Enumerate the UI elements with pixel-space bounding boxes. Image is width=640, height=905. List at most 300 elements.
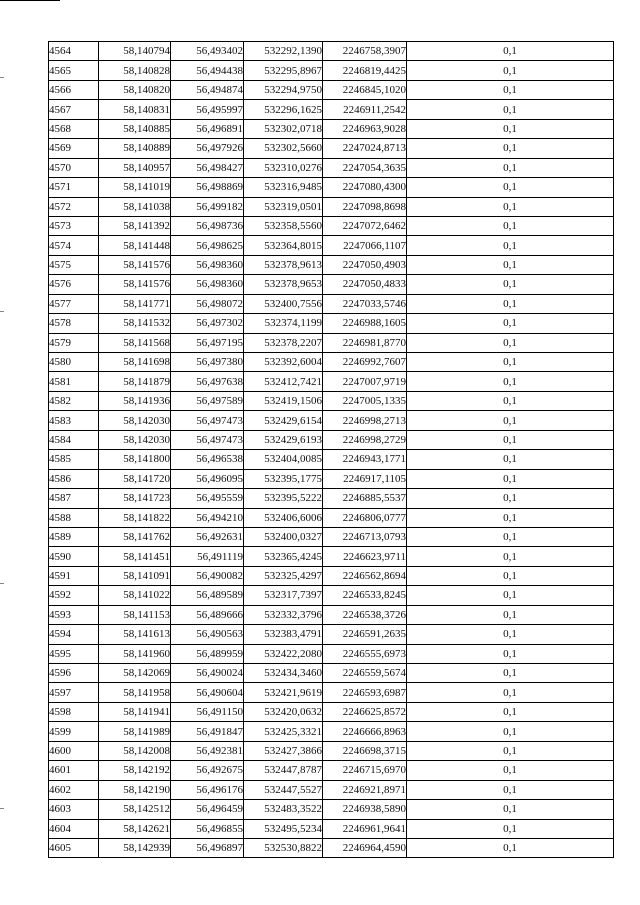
point-number: 4602 [49,780,99,799]
x-coordinate-cell: 532317,7397 [244,586,323,605]
table-row [49,294,614,313]
y-coordinate-cell: 2246845,1020 [323,80,407,99]
latitude-cell: 58,142008 [99,741,171,760]
latitude-cell: 58,141800 [99,450,171,469]
y-coordinate-cell: 2247072,6462 [323,216,407,235]
longitude-cell: 56,491150 [171,702,244,721]
latitude-cell: 58,140889 [99,139,171,158]
accuracy-cell: 0,1 [407,216,614,235]
latitude-cell: 58,141153 [99,605,171,624]
table-row [49,411,614,430]
x-coordinate-cell: 532434,3460 [244,664,323,683]
point-number: 4588 [49,508,99,527]
point-number: 4596 [49,664,99,683]
latitude-cell: 58,141771 [99,294,171,313]
longitude-cell: 56,496176 [171,780,244,799]
coordinates-table [48,41,614,858]
y-coordinate-cell: 2246591,2635 [323,625,407,644]
latitude-cell: 58,141568 [99,333,171,352]
table-row [49,255,614,274]
point-number: 4583 [49,411,99,430]
point-number: 4584 [49,430,99,449]
y-coordinate-cell: 2246921,8971 [323,780,407,799]
longitude-cell: 56,497638 [171,372,244,391]
longitude-cell: 56,492675 [171,761,244,780]
table-row [49,61,614,80]
point-number: 4567 [49,100,99,119]
longitude-cell: 56,496891 [171,119,244,138]
x-coordinate-cell: 532378,2207 [244,333,323,352]
latitude-cell: 58,140885 [99,119,171,138]
x-coordinate-cell: 532365,4245 [244,547,323,566]
point-number: 4573 [49,216,99,235]
longitude-cell: 56,498736 [171,216,244,235]
latitude-cell: 58,142069 [99,664,171,683]
table-row [49,800,614,819]
point-number: 4585 [49,450,99,469]
table-row [49,430,614,449]
longitude-cell: 56,496095 [171,469,244,488]
table-row [49,838,614,857]
x-coordinate-cell: 532395,5222 [244,489,323,508]
table-row [49,216,614,235]
accuracy-cell: 0,1 [407,314,614,333]
table-row [49,236,614,255]
longitude-cell: 56,494210 [171,508,244,527]
x-coordinate-cell: 532358,5560 [244,216,323,235]
point-number: 4592 [49,586,99,605]
y-coordinate-cell: 2246981,8770 [323,333,407,352]
latitude-cell: 58,142621 [99,819,171,838]
latitude-cell: 58,141576 [99,255,171,274]
y-coordinate-cell: 2246988,1605 [323,314,407,333]
table-row [49,566,614,585]
longitude-cell: 56,495997 [171,100,244,119]
point-number: 4569 [49,139,99,158]
accuracy-cell: 0,1 [407,800,614,819]
y-coordinate-cell: 2246885,5537 [323,489,407,508]
accuracy-cell: 0,1 [407,683,614,702]
x-coordinate-cell: 532447,5527 [244,780,323,799]
latitude-cell: 58,141723 [99,489,171,508]
accuracy-cell: 0,1 [407,489,614,508]
latitude-cell: 58,141989 [99,722,171,741]
point-number: 4575 [49,255,99,274]
table-row [49,547,614,566]
accuracy-cell: 0,1 [407,469,614,488]
latitude-cell: 58,140828 [99,61,171,80]
point-number: 4576 [49,275,99,294]
x-coordinate-cell: 532406,6006 [244,508,323,527]
y-coordinate-cell: 2247050,4833 [323,275,407,294]
y-coordinate-cell: 2246992,7607 [323,353,407,372]
y-coordinate-cell: 2246559,5674 [323,664,407,683]
longitude-cell: 56,496538 [171,450,244,469]
latitude-cell: 58,142512 [99,800,171,819]
x-coordinate-cell: 532421,9619 [244,683,323,702]
longitude-cell: 56,497195 [171,333,244,352]
accuracy-cell: 0,1 [407,372,614,391]
table-row [49,80,614,99]
accuracy-cell: 0,1 [407,566,614,585]
table-row [49,644,614,663]
latitude-cell: 58,141019 [99,178,171,197]
y-coordinate-cell: 2246555,6973 [323,644,407,663]
point-number: 4603 [49,800,99,819]
y-coordinate-cell: 2247050,4903 [323,255,407,274]
y-coordinate-cell: 2246713,0793 [323,527,407,546]
y-coordinate-cell: 2246593,6987 [323,683,407,702]
longitude-cell: 56,497302 [171,314,244,333]
point-number: 4582 [49,391,99,410]
accuracy-cell: 0,1 [407,508,614,527]
y-coordinate-cell: 2246998,2713 [323,411,407,430]
x-coordinate-cell: 532310,0276 [244,158,323,177]
accuracy-cell: 0,1 [407,333,614,352]
point-number: 4599 [49,722,99,741]
table-row [49,625,614,644]
accuracy-cell: 0,1 [407,761,614,780]
accuracy-cell: 0,1 [407,100,614,119]
y-coordinate-cell: 2246698,3715 [323,741,407,760]
x-coordinate-cell: 532378,9613 [244,255,323,274]
accuracy-cell: 0,1 [407,702,614,721]
point-number: 4579 [49,333,99,352]
y-coordinate-cell: 2247066,1107 [323,236,407,255]
x-coordinate-cell: 532404,0085 [244,450,323,469]
latitude-cell: 58,141448 [99,236,171,255]
margin-tick [0,808,4,809]
x-coordinate-cell: 532495,5234 [244,819,323,838]
y-coordinate-cell: 2246806,0777 [323,508,407,527]
accuracy-cell: 0,1 [407,236,614,255]
point-number: 4590 [49,547,99,566]
y-coordinate-cell: 2246758,3907 [323,42,407,61]
accuracy-cell: 0,1 [407,644,614,663]
x-coordinate-cell: 532420,0632 [244,702,323,721]
point-number: 4581 [49,372,99,391]
latitude-cell: 58,142190 [99,780,171,799]
margin-tick [0,311,4,312]
latitude-cell: 58,142030 [99,430,171,449]
y-coordinate-cell: 2247098,8698 [323,197,407,216]
x-coordinate-cell: 532292,1390 [244,42,323,61]
longitude-cell: 56,498072 [171,294,244,313]
point-number: 4578 [49,314,99,333]
longitude-cell: 56,494438 [171,61,244,80]
accuracy-cell: 0,1 [407,42,614,61]
point-number: 4564 [49,42,99,61]
x-coordinate-cell: 532383,4791 [244,625,323,644]
accuracy-cell: 0,1 [407,294,614,313]
y-coordinate-cell: 2247005,1335 [323,391,407,410]
x-coordinate-cell: 532419,1506 [244,391,323,410]
x-coordinate-cell: 532429,6193 [244,430,323,449]
table-row [49,527,614,546]
table-row [49,275,614,294]
y-coordinate-cell: 2246625,8572 [323,702,407,721]
accuracy-cell: 0,1 [407,61,614,80]
x-coordinate-cell: 532395,1775 [244,469,323,488]
point-number: 4598 [49,702,99,721]
longitude-cell: 56,497473 [171,430,244,449]
longitude-cell: 56,499182 [171,197,244,216]
table-row [49,664,614,683]
latitude-cell: 58,141091 [99,566,171,585]
latitude-cell: 58,141532 [99,314,171,333]
longitude-cell: 56,490024 [171,664,244,683]
longitude-cell: 56,494874 [171,80,244,99]
longitude-cell: 56,489589 [171,586,244,605]
table-row [49,722,614,741]
y-coordinate-cell: 2246998,2729 [323,430,407,449]
table-row [49,683,614,702]
x-coordinate-cell: 532316,9485 [244,178,323,197]
table-row [49,819,614,838]
longitude-cell: 56,493402 [171,42,244,61]
table-row [49,139,614,158]
x-coordinate-cell: 532302,0718 [244,119,323,138]
x-coordinate-cell: 532294,9750 [244,80,323,99]
table-row [49,489,614,508]
x-coordinate-cell: 532530,8822 [244,838,323,857]
y-coordinate-cell: 2247080,4300 [323,178,407,197]
accuracy-cell: 0,1 [407,741,614,760]
accuracy-cell: 0,1 [407,411,614,430]
y-coordinate-cell: 2246943,1771 [323,450,407,469]
latitude-cell: 58,141720 [99,469,171,488]
accuracy-cell: 0,1 [407,450,614,469]
table-row [49,197,614,216]
latitude-cell: 58,141822 [99,508,171,527]
x-coordinate-cell: 532295,8967 [244,61,323,80]
latitude-cell: 58,140831 [99,100,171,119]
y-coordinate-cell: 2246538,3726 [323,605,407,624]
accuracy-cell: 0,1 [407,391,614,410]
point-number: 4600 [49,741,99,760]
coordinates-table-body [49,42,614,858]
point-number: 4597 [49,683,99,702]
point-number: 4568 [49,119,99,138]
accuracy-cell: 0,1 [407,275,614,294]
table-row [49,761,614,780]
point-number: 4571 [49,178,99,197]
accuracy-cell: 0,1 [407,527,614,546]
point-number: 4591 [49,566,99,585]
y-coordinate-cell: 2246819,4425 [323,61,407,80]
latitude-cell: 58,141392 [99,216,171,235]
latitude-cell: 58,141613 [99,625,171,644]
longitude-cell: 56,495559 [171,489,244,508]
latitude-cell: 58,140820 [99,80,171,99]
point-number: 4577 [49,294,99,313]
longitude-cell: 56,496459 [171,800,244,819]
y-coordinate-cell: 2247024,8713 [323,139,407,158]
longitude-cell: 56,498360 [171,255,244,274]
accuracy-cell: 0,1 [407,119,614,138]
x-coordinate-cell: 532325,4297 [244,566,323,585]
x-coordinate-cell: 532427,3866 [244,741,323,760]
y-coordinate-cell: 2246917,1105 [323,469,407,488]
x-coordinate-cell: 532429,6154 [244,411,323,430]
x-coordinate-cell: 532483,3522 [244,800,323,819]
y-coordinate-cell: 2246964,4590 [323,838,407,857]
accuracy-cell: 0,1 [407,819,614,838]
y-coordinate-cell: 2246533,8245 [323,586,407,605]
latitude-cell: 58,141941 [99,702,171,721]
y-coordinate-cell: 2246562,8694 [323,566,407,585]
table-row [49,702,614,721]
point-number: 4574 [49,236,99,255]
point-number: 4593 [49,605,99,624]
y-coordinate-cell: 2246961,9641 [323,819,407,838]
y-coordinate-cell: 2247007,9719 [323,372,407,391]
longitude-cell: 56,498427 [171,158,244,177]
table-row [49,780,614,799]
x-coordinate-cell: 532296,1625 [244,100,323,119]
accuracy-cell: 0,1 [407,722,614,741]
x-coordinate-cell: 532425,3321 [244,722,323,741]
x-coordinate-cell: 532400,7556 [244,294,323,313]
x-coordinate-cell: 532332,3796 [244,605,323,624]
longitude-cell: 56,490604 [171,683,244,702]
table-row [49,372,614,391]
point-number: 4601 [49,761,99,780]
y-coordinate-cell: 2246623,9711 [323,547,407,566]
y-coordinate-cell: 2247054,3635 [323,158,407,177]
latitude-cell: 58,142192 [99,761,171,780]
y-coordinate-cell: 2246963,9028 [323,119,407,138]
table-row [49,450,614,469]
accuracy-cell: 0,1 [407,158,614,177]
point-number: 4595 [49,644,99,663]
longitude-cell: 56,498869 [171,178,244,197]
longitude-cell: 56,497380 [171,353,244,372]
table-row [49,605,614,624]
accuracy-cell: 0,1 [407,178,614,197]
longitude-cell: 56,492631 [171,527,244,546]
point-number: 4594 [49,625,99,644]
latitude-cell: 58,142939 [99,838,171,857]
point-number: 4589 [49,527,99,546]
margin-tick [0,583,4,584]
table-row [49,469,614,488]
table-row [49,741,614,760]
longitude-cell: 56,496855 [171,819,244,838]
table-row [49,333,614,352]
latitude-cell: 58,141451 [99,547,171,566]
x-coordinate-cell: 532400,0327 [244,527,323,546]
x-coordinate-cell: 532302,5660 [244,139,323,158]
table-row [49,391,614,410]
point-number: 4566 [49,80,99,99]
accuracy-cell: 0,1 [407,139,614,158]
table-row [49,178,614,197]
table-row [49,100,614,119]
latitude-cell: 58,141936 [99,391,171,410]
y-coordinate-cell: 2246911,2542 [323,100,407,119]
longitude-cell: 56,498625 [171,236,244,255]
point-number: 4587 [49,489,99,508]
accuracy-cell: 0,1 [407,664,614,683]
latitude-cell: 58,141698 [99,353,171,372]
point-number: 4580 [49,353,99,372]
x-coordinate-cell: 532412,7421 [244,372,323,391]
point-number: 4604 [49,819,99,838]
accuracy-cell: 0,1 [407,605,614,624]
table-row [49,42,614,61]
x-coordinate-cell: 532447,8787 [244,761,323,780]
point-number: 4570 [49,158,99,177]
accuracy-cell: 0,1 [407,547,614,566]
latitude-cell: 58,141762 [99,527,171,546]
latitude-cell: 58,141576 [99,275,171,294]
y-coordinate-cell: 2246938,5890 [323,800,407,819]
table-row [49,158,614,177]
table-row [49,353,614,372]
longitude-cell: 56,498360 [171,275,244,294]
x-coordinate-cell: 532378,9653 [244,275,323,294]
latitude-cell: 58,141958 [99,683,171,702]
accuracy-cell: 0,1 [407,430,614,449]
y-coordinate-cell: 2246715,6970 [323,761,407,780]
longitude-cell: 56,497926 [171,139,244,158]
x-coordinate-cell: 532364,8015 [244,236,323,255]
table-row [49,586,614,605]
point-number: 4605 [49,838,99,857]
accuracy-cell: 0,1 [407,255,614,274]
longitude-cell: 56,490082 [171,566,244,585]
y-coordinate-cell: 2246666,8963 [323,722,407,741]
longitude-cell: 56,497589 [171,391,244,410]
table-row [49,508,614,527]
latitude-cell: 58,140794 [99,42,171,61]
accuracy-cell: 0,1 [407,625,614,644]
longitude-cell: 56,496897 [171,838,244,857]
latitude-cell: 58,142030 [99,411,171,430]
x-coordinate-cell: 532374,1199 [244,314,323,333]
longitude-cell: 56,490563 [171,625,244,644]
table-row [49,119,614,138]
top-edge-line [0,0,60,1]
latitude-cell: 58,141022 [99,586,171,605]
x-coordinate-cell: 532392,6004 [244,353,323,372]
accuracy-cell: 0,1 [407,353,614,372]
longitude-cell: 56,491119 [171,547,244,566]
longitude-cell: 56,489666 [171,605,244,624]
accuracy-cell: 0,1 [407,780,614,799]
point-number: 4572 [49,197,99,216]
y-coordinate-cell: 2247033,5746 [323,294,407,313]
point-number: 4586 [49,469,99,488]
longitude-cell: 56,489959 [171,644,244,663]
x-coordinate-cell: 532422,2080 [244,644,323,663]
longitude-cell: 56,491847 [171,722,244,741]
point-number: 4565 [49,61,99,80]
x-coordinate-cell: 532319,0501 [244,197,323,216]
accuracy-cell: 0,1 [407,197,614,216]
longitude-cell: 56,497473 [171,411,244,430]
latitude-cell: 58,141879 [99,372,171,391]
accuracy-cell: 0,1 [407,586,614,605]
latitude-cell: 58,141960 [99,644,171,663]
longitude-cell: 56,492381 [171,741,244,760]
latitude-cell: 58,140957 [99,158,171,177]
latitude-cell: 58,141038 [99,197,171,216]
accuracy-cell: 0,1 [407,80,614,99]
table-row [49,314,614,333]
accuracy-cell: 0,1 [407,838,614,857]
